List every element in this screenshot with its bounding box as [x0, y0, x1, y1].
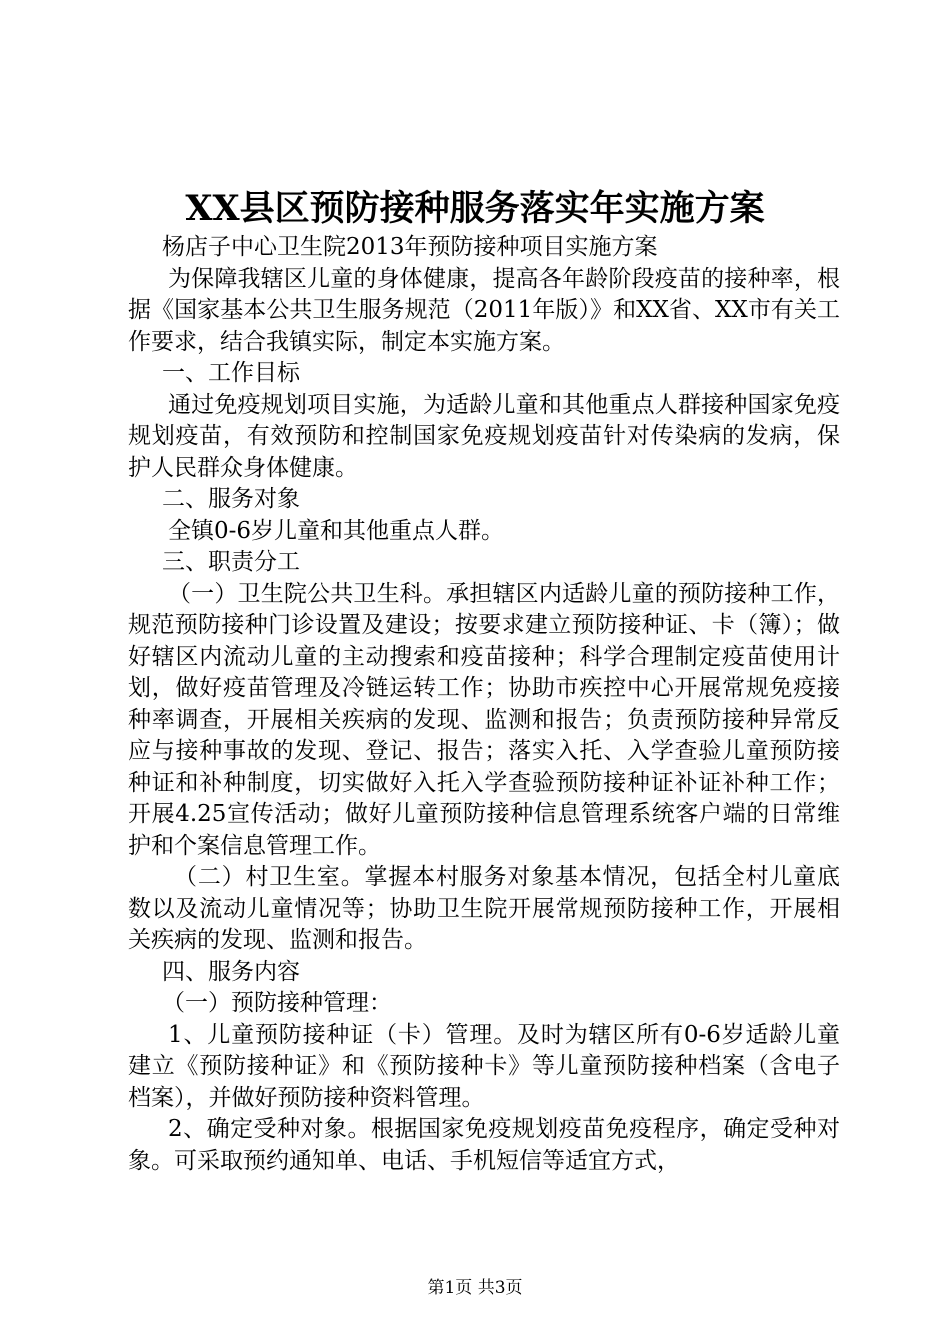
item-2-paragraph: 2、确定受种对象。根据国家免疫规划疫苗免疫程序，确定受种对象。可采取预约通知单、电话、手机短信等适宜方式，	[128, 1116, 840, 1174]
page-footer: 第1页 共3页	[427, 1278, 523, 1298]
section-heading-duties: 三、职责分工	[162, 549, 300, 575]
intro-paragraph: 为保障我辖区儿童的身体健康，提高各年龄阶段疫苗的接种率，根据《国家基本公共卫生服务规范（2011年版）》和XX省、XX市有关工作要求，结合我镇实际，制定本实施方案。	[128, 265, 840, 355]
section-heading-goals: 一、工作目标	[162, 360, 300, 386]
targets-paragraph: 全镇0-6岁儿童和其他重点人群。	[168, 517, 505, 544]
section-heading-content: 四、服务内容	[162, 958, 300, 985]
section-heading-targets: 二、服务对象	[162, 486, 300, 512]
duties-hospital-paragraph: （一）卫生院公共卫生科。承担辖区内适龄儿童的预防接种工作，规范预防接种门诊设置及建设；按要求建立预防接种证、卡（簿）；做好辖区内流动儿童的主动搜索和疫苗接种；科学合理制定疫苗使用计划，做好疫苗管理及冷链运转工作；协助市疾控中心开展常规免疫接种率调查，开展相关疾病的发现、监测和报告；负责预防接种异常反应与接种事故的发现、登记、报告；落实入托、入学查验儿童预防接种证和补种制度，切实做好入托入学查验预防接种证补证补种工作；开展4.25宣传活动；做好儿童预防接种信息管理系统客户端的日常维护和个案信息管理工作。	[128, 580, 840, 859]
goals-paragraph: 通过免疫规划项目实施，为适龄儿童和其他重点人群接种国家免疫规划疫苗，有效预防和控制国家免疫规划疫苗针对传染病的发病，保护人民群众身体健康。	[128, 391, 840, 481]
subtitle-paragraph: 杨店子中心卫生院2013年预防接种项目实施方案	[162, 234, 658, 260]
document-body	[128, 232, 840, 1177]
item-1-paragraph: 1、儿童预防接种证（卡）管理。及时为辖区所有0-6岁适龄儿童建立《预防接种证》和《预防接种卡》等儿童预防接种档案（含电子档案），并做好预防接种资料管理。	[128, 1021, 840, 1111]
document-title: XX县区预防接种服务落实年实施方案	[185, 188, 765, 229]
subsection-heading-management: （一）预防接种管理：	[162, 990, 392, 1016]
duties-village-paragraph: （二）村卫生室。掌握本村服务对象基本情况，包括全村儿童底数以及流动儿童情况等；协助卫生院开展常规预防接种工作，开展相关疾病的发现、监测和报告。	[128, 864, 840, 953]
